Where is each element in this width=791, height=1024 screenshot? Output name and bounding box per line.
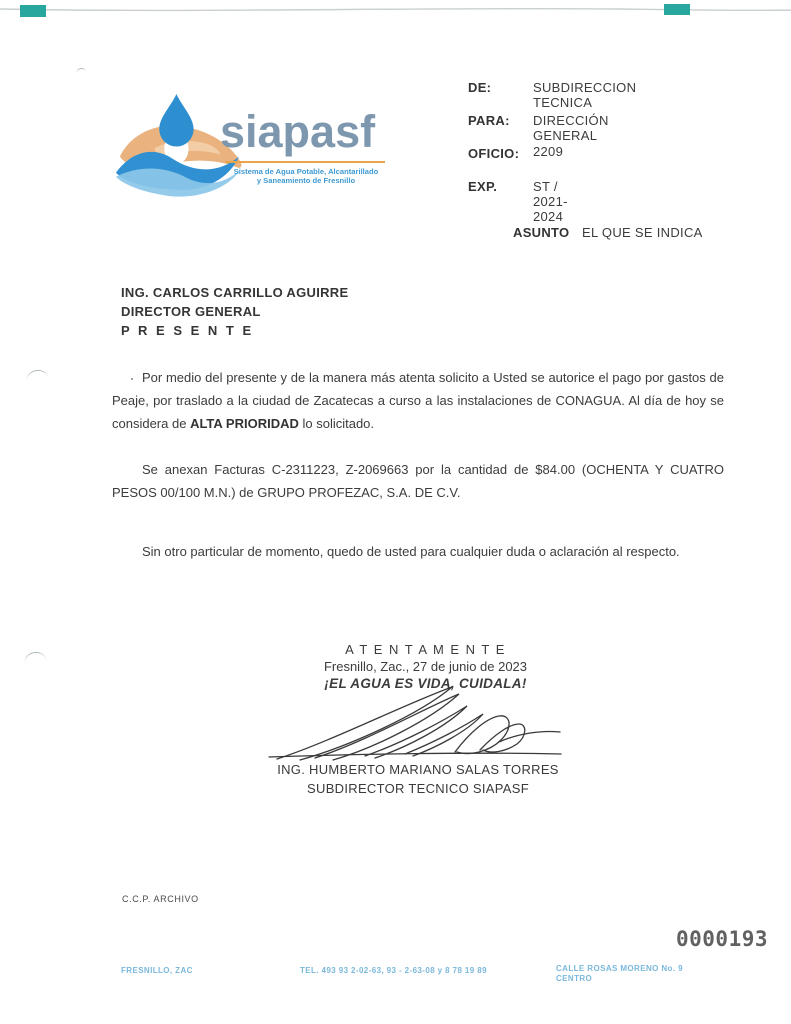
- signatory-title: SUBDIRECTOR TECNICO SIAPASF: [307, 781, 529, 796]
- high-priority-emphasis: ALTA PRIORIDAD: [190, 416, 299, 431]
- paragraph-invoices: Se anexan Facturas C-2311223, Z-2069663 por la cantidad de $84.00 (OCHENTA Y CUATRO PESOS 00/100 M.N.) de GRUPO PROFEZAC, S.A. DE C.V.: [112, 462, 724, 500]
- handwritten-signature: [255, 684, 575, 764]
- field-de-value: SUBDIRECCION TECNICA: [533, 80, 637, 110]
- recipient-name: ING. CARLOS CARRILLO AGUIRRE: [121, 285, 349, 300]
- field-para-value: DIRECCIÓN GENERAL: [533, 113, 609, 143]
- footer-address: CALLE ROSAS MORENO No. 9 CENTRO: [556, 964, 683, 983]
- footer-city: FRESNILLO, ZAC: [121, 966, 193, 975]
- field-oficio-label: OFICIO:: [468, 146, 520, 161]
- ccp-note: C.C.P. ARCHIVO: [122, 894, 199, 904]
- brand-underline: [225, 161, 385, 163]
- paragraph-closing: Sin otro particular de momento, quedo de usted para cualquier duda o aclaración al respecto.: [142, 544, 680, 559]
- place-date: Fresnillo, Zac., 27 de junio de 2023: [323, 659, 528, 674]
- recipient-presente: P R E S E N T E: [121, 323, 254, 338]
- pen-mark-artifact: [76, 67, 87, 73]
- pen-mark-artifact: [25, 369, 48, 382]
- brand-wordmark: siapasf: [220, 106, 376, 157]
- field-asunto-value: EL QUE SE INDICA: [582, 225, 703, 240]
- field-oficio-value: 2209: [533, 144, 564, 159]
- salutation: A T E N T A M E N T E: [345, 642, 506, 657]
- brand-tagline: Sistema de Agua Potable, Alcantarillado y Saneamiento de Fresnillo: [233, 167, 379, 185]
- footer-phone: TEL. 493 93 2-02-63, 93 - 2-63-08 y 8 78 19 89: [300, 966, 487, 975]
- field-asunto-label: ASUNTO: [513, 225, 570, 240]
- paragraph-request: Por medio del presente y de la manera más atenta solicito a Usted se autorice el pago por gastos de Peaje, por traslado a la ciudad de Zacatecas a curso a las instalaciones de CONAGUA. Al día de hoy se considera de ALTA PRIORIDAD lo solicitado.: [112, 370, 724, 431]
- signatory-block: [258, 760, 578, 798]
- teal-scan-mark-right: [664, 4, 690, 15]
- field-para-label: PARA:: [468, 113, 510, 128]
- folio-stamp: 0000193: [676, 927, 769, 951]
- signatory-name: ING. HUMBERTO MARIANO SALAS TORRES: [277, 762, 559, 777]
- recipient-block: [121, 283, 348, 340]
- pen-mark-artifact: [23, 651, 46, 664]
- teal-scan-mark-left: [20, 5, 46, 17]
- slogan: ¡EL AGUA ES VIDA, CUIDALA!: [324, 676, 527, 691]
- field-de-label: DE:: [468, 80, 492, 95]
- recipient-title: DIRECTOR GENERAL: [121, 304, 261, 319]
- field-exp-value: ST / 2021-2024: [533, 179, 568, 224]
- field-exp-label: EXP.: [468, 179, 498, 194]
